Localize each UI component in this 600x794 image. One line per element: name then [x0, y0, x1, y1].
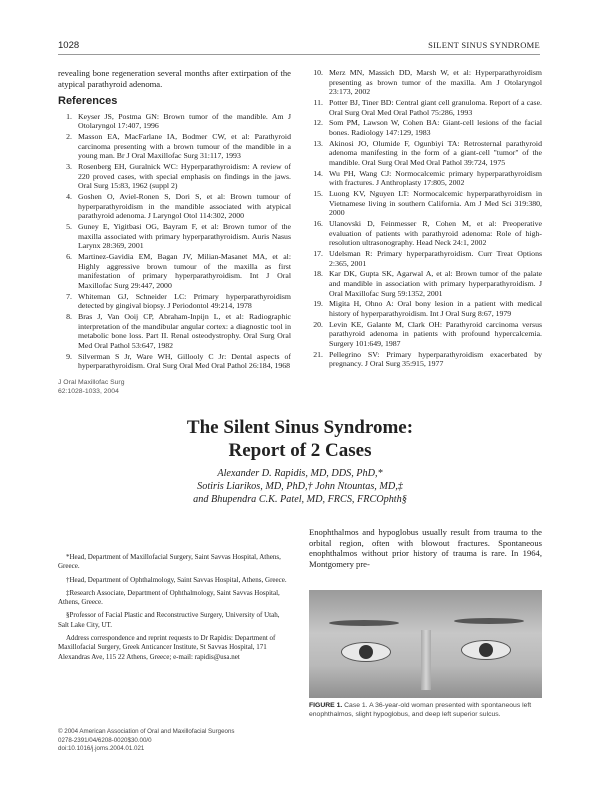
reference-number: 17. [313, 249, 323, 258]
reference-item [58, 312, 291, 350]
reference-number: 12. [313, 118, 323, 128]
author-list [0, 467, 600, 506]
reference-number: 9. [66, 351, 72, 361]
journal-reference [58, 378, 124, 396]
title-line-2: Report of 2 Cases [228, 440, 372, 461]
figure-label: FIGURE 1. [309, 702, 343, 709]
intro-text: revealing bone regeneration several months after extirpation of the atypical parathyroid adenoma. [58, 68, 291, 89]
left-eye [461, 640, 511, 660]
journal-name: J Oral Maxillofac Surg [58, 379, 125, 386]
reference-text: Akinosi JO, Olumide F, Ogunbiyi TA: Retrosternal parathyroid adenoma manifesting in the form of a giant-cell "tumor" of the mandible. Oral Surg Oral Med Oral Pathol 39:724, 1975 [329, 138, 542, 167]
reference-item [58, 352, 291, 371]
affiliation-note: ‡Research Associate, Department of Ophthalmology, Saint Savvas Hospital, Athens, Greece. [58, 588, 280, 607]
reference-number: 4. [66, 192, 72, 202]
copyright-block [58, 728, 291, 754]
reference-text: Martinez-Gavidia EM, Bagan JV, Milian-Masanet MA, et al: Highly aggressive brown tumour of the maxilla as first manifestation of primary hyperparathyroidism. Int J Oral Maxillofac Surg 29:447, 2000 [78, 252, 291, 290]
title-line-1: The Silent Sinus Syndrome: [186, 417, 414, 438]
figure-1-photo [309, 590, 542, 698]
doi-line: doi:10.1016/j.joms.2004.01.021 [58, 745, 145, 752]
reference-text: Masson EA, MacFarlane IA, Bodmer CW, et al: Parathyroid carcinoma presenting with a brown tumour of the mandible in a young man. Br J Oral Maxillofac Surg 31:117, 1993 [78, 132, 291, 161]
reference-number: 11. [313, 97, 323, 107]
reference-number: 3. [66, 162, 72, 172]
reference-number: 19. [313, 299, 323, 309]
author-line-2: Sotiris Liarikos, MD, PhD,† John Ntountas, MD,‡ [197, 481, 403, 492]
reference-number: 21. [313, 349, 323, 359]
reference-number: 16. [313, 219, 323, 229]
reference-text: Levin KE, Galante M, Clark OH: Parathyroid carcinoma versus parathyroid adenoma in patients with profound hypercalcemia. Surgery 101:649, 1987 [329, 319, 542, 348]
running-title: SILENT SINUS SYNDROME [428, 40, 540, 50]
figure-caption [309, 702, 542, 719]
reference-number: 8. [66, 311, 72, 321]
reference-item [58, 112, 291, 131]
page-number: 1028 [58, 40, 80, 51]
reference-item [309, 320, 542, 349]
reference-text: Wu PH, Wang CJ: Normocalcemic primary hyperparathyroidism with fractures. J Anthroplasty 17:805, 2002 [329, 168, 542, 188]
affiliation-note: †Head, Department of Ophthalmology, Saint Savvas Hospital, Athens, Greece. [66, 575, 287, 584]
reference-item [309, 68, 542, 97]
reference-number: 7. [66, 291, 72, 301]
right-eye [341, 642, 391, 662]
reference-number: 13. [313, 138, 323, 148]
reference-number: 1. [66, 111, 72, 121]
reference-item [309, 169, 542, 188]
reference-text: Keyser JS, Postma GN: Brown tumor of the mandible. Am J Otolaryngol 17:407, 1996 [78, 111, 291, 131]
reference-number: 5. [66, 222, 72, 232]
author-line-3: and Bhupendra C.K. Patel, MD, FRCS, FRCOphth§ [193, 494, 407, 505]
reference-item [58, 132, 291, 161]
reference-number: 15. [313, 189, 323, 199]
reference-number: 20. [313, 319, 323, 329]
reference-item [309, 299, 542, 318]
reference-item [309, 189, 542, 218]
right-column [309, 68, 542, 370]
reference-text: Guney E, Yigitbasi OG, Bayram F, et al: Brown tumor of the maxilla associated with primary hyperparathyroidism. Auris Nasus Larynx 28:369, 2001 [78, 222, 291, 251]
affiliation-note: *Head, Department of Maxillofacial Surgery, Saint Savvas Hospital, Athens, Greece. [58, 553, 281, 571]
affiliations [58, 553, 291, 666]
reference-item [58, 222, 291, 251]
reference-item [309, 98, 542, 117]
reference-item [309, 269, 542, 298]
reference-item [58, 162, 291, 191]
reference-item [309, 249, 542, 268]
reference-text: Ulanovski D, Feinmesser R, Cohen M, et al: Preoperative evaluation of patients with parathyroid adenoma: Role of high-resolution ultrasonography. Head Neck 24:1, 2002 [329, 219, 542, 248]
journal-volume: 62:1028-1033, 2004 [58, 388, 119, 395]
references-heading: References [58, 95, 118, 108]
figure-caption-text: Case 1. A 36-year-old woman presented with spontaneous left enophthalmos, slight hypoglobus, and deep left superior sulcus. [309, 702, 532, 718]
reference-number: 18. [313, 269, 323, 279]
reference-text: Som PM, Lawson W, Cohen BA: Giant-cell lesions of the facial bones. Radiology 147:129, 1983 [329, 118, 542, 137]
reference-item [309, 118, 542, 137]
reference-text: Luong KV, Nguyen LT: Normocalcemic hyperparathyroidism in Vietnamese living in southern California. Am J Med Sci 319:380, 2000 [329, 189, 542, 218]
reference-text: Goshen O, Aviel-Ronen S, Dori S, et al: Brown tumour of hyperparathyroidism in the mandible associated with atypical parathyroid adenoma. J Laryngol Otol 114:302, 2000 [78, 192, 291, 221]
reference-number: 2. [66, 132, 72, 142]
reference-text: Bras J, Van Ooij CP, Abraham-Inpijn L, et al: Radiographic interpretation of the mandibular angular cortex: a diagnostic tool in metabolic bone loss. Part II. Renal osteodystrophy. Oral Surg Oral Med Oral Pathol 53:647, 1982 [78, 311, 291, 350]
references-list-left [58, 112, 291, 371]
affiliation-note: §Professor of Facial Plastic and Reconstructive Surgery, University of Utah, Salt Lake City, UT. [58, 611, 280, 629]
reference-item [58, 252, 291, 290]
running-header [58, 40, 540, 55]
reference-text: Potter BJ, Tiner BD: Central giant cell granuloma. Report of a case. Oral Surg Oral Med Oral Pathol 75:286, 1993 [329, 97, 542, 117]
reference-item [58, 192, 291, 221]
reference-text: Silverman S Jr, Ware WH, Gillooly C Jr: Dental aspects of hyperparathyroidism. Oral Surg Oral Med Oral Pathol 26:184, 1968 [78, 351, 291, 371]
reference-number: 14. [313, 168, 323, 178]
reference-number: 10. [313, 68, 323, 77]
left-brow [454, 618, 524, 624]
reference-text: Kar DK, Gupta SK, Agarwal A, et al: Brown tumor of the palate and mandible in association with primary hyperparathyroidism. J Oral Maxillofac Surg 59:1352, 2001 [329, 269, 542, 298]
reference-text: Merz MN, Massich DD, Marsh W, et al: Hyperparathyroidism presenting as brown tumor of the maxilla. Am J Otolaryngol 23:173, 2002 [329, 68, 542, 97]
right-brow [329, 620, 399, 626]
reference-item [309, 350, 542, 369]
reference-number: 6. [66, 252, 72, 262]
references-list-right [309, 68, 542, 369]
body-text: Enophthalmos and hypoglobus usually result from trauma to the orbital region, often with blowout fractures. Spontaneous enophthalmos without prior history of trauma is rare. In 1964, Montgomery pre- [309, 527, 542, 569]
author-line-1: Alexander D. Rapidis, MD, DDS, PhD,* [217, 468, 383, 479]
reference-text: Udelsman R: Primary hyperparathyroidism. Curr Treat Options 2:365, 2001 [329, 249, 542, 268]
issn-line: 0278-2391/04/6208-0020$30.00/0 [58, 736, 152, 744]
nose-bridge [421, 630, 431, 690]
copyright-line: © 2004 American Association of Oral and Maxillofacial Surgeons [58, 728, 235, 735]
reference-text: Rosenberg EH, Guralnick WC: Hyperparathyroidism: A review of 220 proved cases, with special emphasis on findings in the jaws. Oral Surg 15:83, 1962 (suppl 2) [78, 162, 291, 191]
reference-item [58, 292, 291, 311]
left-column [58, 68, 291, 372]
reference-text: Migita H, Ohno A: Oral bony lesion in a patient with medical history of hyperparathyroidism. Int J Oral Surg 8:67, 1979 [329, 299, 542, 318]
reference-item [309, 219, 542, 248]
affiliation-note: Address correspondence and reprint requests to Dr Rapidis: Department of Maxillofacial Surgery, Greek Anticancer Institute, St Savvas Hospital, 171 Alexandras Ave, 115 22 Athens, Greece; e-mail: rapidis@usa.net [58, 634, 276, 661]
article-title [0, 416, 600, 462]
reference-text: Whiteman GJ, Schneider LC: Primary hyperparathyroidism detected by gingival biopsy. J Periodontol 49:214, 1978 [78, 291, 291, 311]
reference-item [309, 139, 542, 168]
reference-text: Pellegrino SV: Primary hyperparathyroidism exacerbated by pregnancy. J Oral Surg 35:915, 1977 [329, 349, 542, 369]
